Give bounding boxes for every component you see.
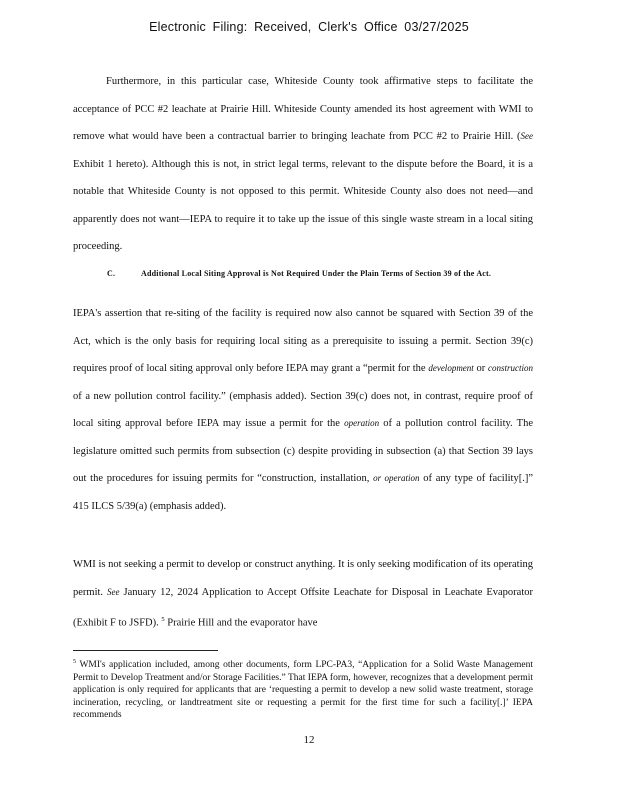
paragraph-2 — [73, 300, 533, 520]
para2-text-c: of a new pollution control facility.” (emphasis added). Section 39(c) does not, in contrast, require proof of local siting approval before IEPA may issue a permit for the — [73, 390, 533, 429]
para2-text-e: of any type of facility[.]” 415 ILCS 5/39(a) (emphasis added). — [73, 473, 533, 512]
paragraph-1 — [73, 68, 533, 261]
footnote-reference: 5 — [161, 616, 165, 623]
section-heading — [107, 268, 527, 279]
emphasis-construction: construction — [488, 363, 534, 373]
see-signal: See — [520, 131, 533, 141]
footnote-separator — [73, 650, 218, 651]
para1-text: Furthermore, in this particular case, Whiteside County took affirmative steps to facilitate the acceptance of PCC #2 leachate at Prairie Hill. Whiteside County amended its host agreement with WMI to remove what would have been a contractual barrier to bringing leachate from PCC #2 to Prairie Hill. ( — [73, 76, 533, 142]
section-heading-label: C. — [107, 269, 116, 278]
para3-text-b: January 12, 2024 Application to Accept Offsite Leachate for Disposal in Leachate Evaporator (Exhibit F to JSFD). — [73, 586, 533, 629]
paragraph-3 — [73, 551, 533, 637]
emphasis-development: development — [428, 363, 474, 373]
para3-text: WMI is not seeking a permit to develop or construct anything. It is only seeking modification of its operating permit. — [73, 559, 533, 598]
para3-text-c: Prairie Hill and the evaporator have — [164, 617, 318, 629]
section-heading-text: Additional Local Siting Approval is Not Required Under the Plain Terms of Section 39 of the Act. — [141, 269, 492, 278]
see-signal-2: See — [107, 586, 120, 597]
para1-text-cont: Exhibit 1 hereto). Although this is not, in strict legal terms, relevant to the dispute before the Board, it is a notable that Whiteside County is not opposed to this permit. Whiteside County also does not need—and apparently does not want—IEPA to require it to take up the issue of this single waste stream in a local siting proceeding. — [73, 158, 533, 252]
para2-text-b: or — [473, 363, 489, 374]
page-number: 12 — [303, 734, 315, 746]
para2-text: IEPA's assertion that re-siting of the facility is required now also cannot be squared with Section 39 of the Act, which is the only basis for requiring local siting as a prerequisite to issuing a permit. Section 39(c) requires proof of local siting approval only before IEPA may grant a “permit for the — [73, 308, 533, 374]
filing-header: Electronic Filing: Received, Clerk's Office 03/27/2025 — [149, 20, 469, 34]
emphasis-operation: operation — [344, 418, 380, 428]
para2-text-d: of a pollution control facility. The legislature omitted such permits from subsection (c) despite providing in subsection (a) that Section 39 lays out the procedures for issuing permits for “construction, installation, — [73, 418, 533, 484]
footnote — [73, 656, 533, 722]
emphasis-or-operation: or operation — [373, 473, 420, 483]
footnote-text: WMI's application included, among other documents, form LPC-PA3, “Application for a Solid Waste Management Permit to Develop Treatment and/or Storage Facilities.” That IEPA form, however, recognizes that a development permit application is only required for applicants that are ‘requesting a permit to develop a new solid waste treatment, storage incineration, recycling, or landtreatment site or requesting a permit for the first time for such a facility[.]’ IEPA recommends — [73, 660, 533, 721]
footnote-number: 5 — [73, 659, 76, 665]
